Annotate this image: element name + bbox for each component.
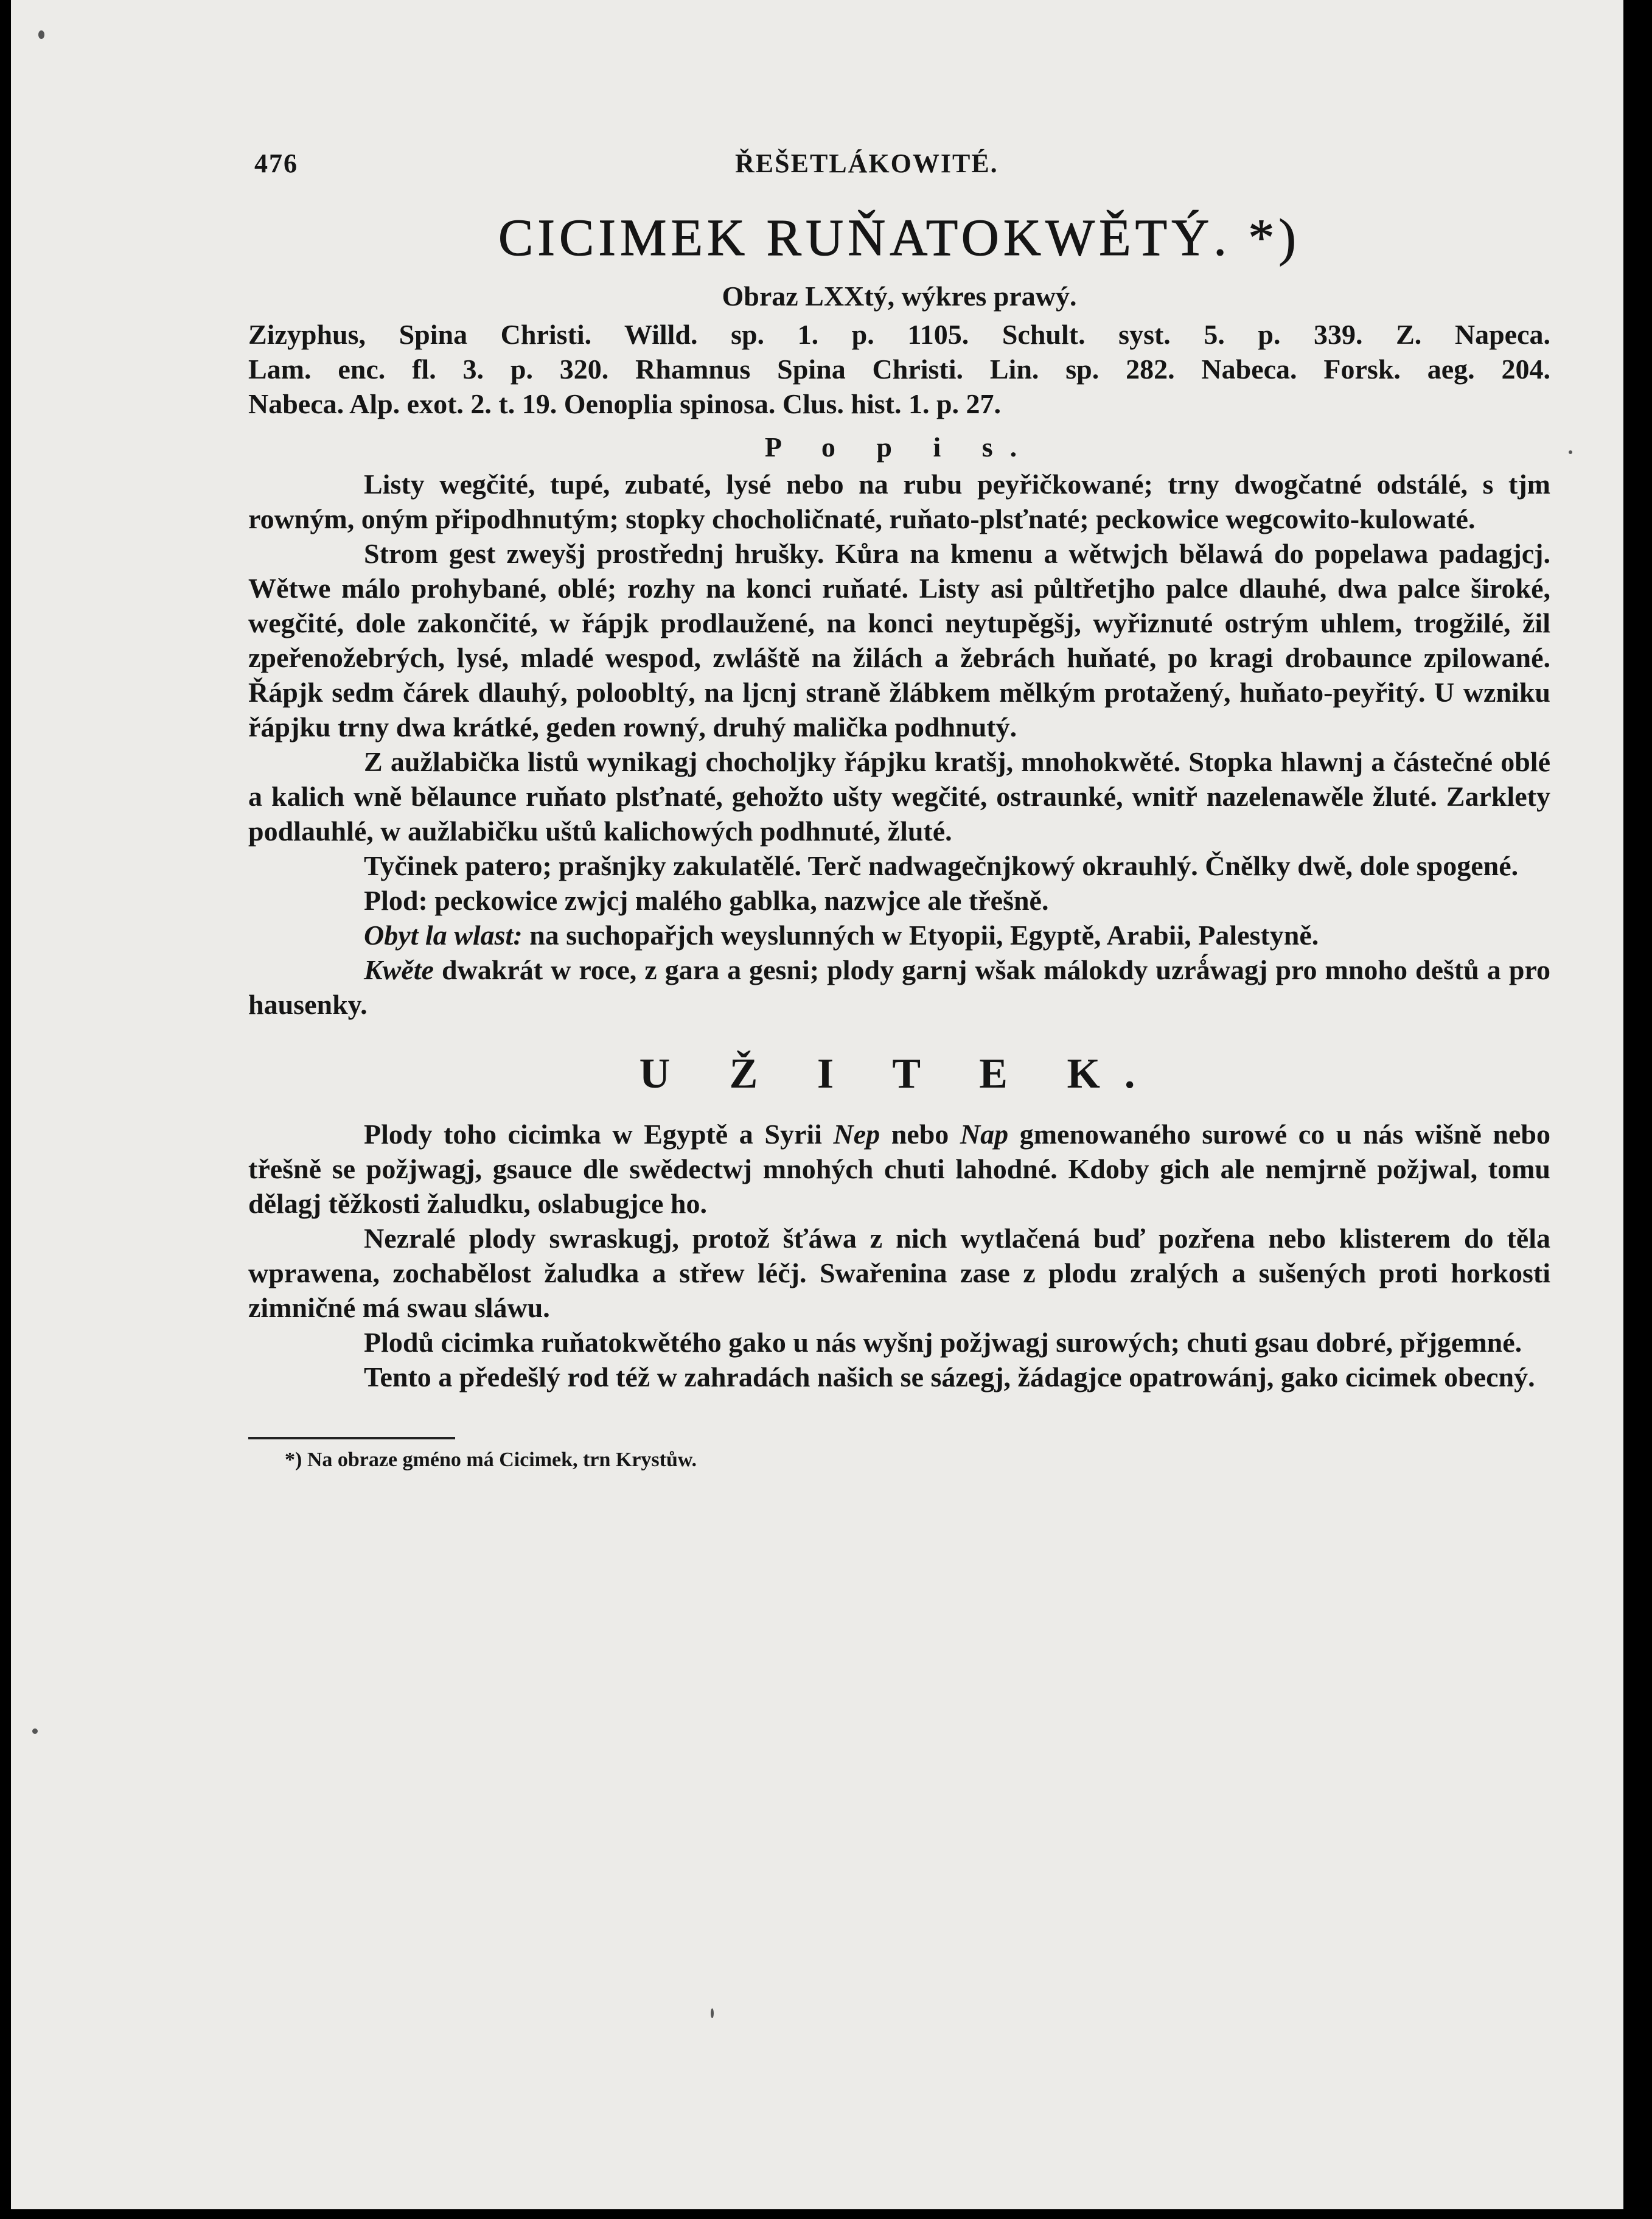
local-name: Nap: [960, 1119, 1009, 1150]
flowering-label: Kwěte: [364, 954, 434, 985]
description-paragraph: Strom gest zweyšj prostřednj hrušky. Kůra na kmenu a wětwjch bělawá do popelawa padagjcj. Wětwe málo prohybané, oblé; rozhy na konci ruňaté. Listy asi půltřetjho palce dlauhé, dwa palce široké, wegčité, dole zakončité, w řápjk prodlaužené, na konci neytupěgšj, wyřiznuté ostrým uhlem, trogžilé, žil zpeřenožebrých, lysé, mladé wespod, zwláště na žilách a žebrách huňaté, po kragi drobaunce zpilowané. Řápjk sedm čárek dlauhý, poloobltý, na ljcnj straně žlábkem mělkým protažený, huňato-peyřitý. U wzniku řápjku trny dwa krátké, geden rowný, druhý malička podhnutý.: [248, 538, 1550, 743]
species-title: CICIMEK RUŇATOKWĚTÝ. *): [498, 208, 1300, 267]
usage-paragraph: Plodů cicimka ruňatokwětého gako u nás wyšnj požjwagj surowých; chuti gsau dobré, přjgemné.: [364, 1327, 1522, 1358]
flowering-text: dwakrát w roce, z gara a gesni; plody garnj wšak málokdy uzrǻwagj pro mnoho deštů a pro hausenky.: [248, 954, 1550, 1020]
usage-text: gmenowaného surowé co u nás wišně nebo třešně se požjwagj, gsauce dle swědectwj mnohých chuti lahodné. Kdoby gich ale nemjrně požjwal, tomu dělagj těžkosti žaludku, oslabugjce ho.: [248, 1119, 1550, 1219]
synonymy-line: Zizyphus, Spina Christi. Willd. sp. 1. p. 1105. Schult. syst. 5. p. 339. Z. Napeca.: [248, 319, 1550, 350]
usage-paragraph: [248, 1117, 1550, 1221]
description-paragraph: Tyčinek patero; prašnjky zakulatělé. Terč nadwagečnjkowý okrauhlý. Čnělky dwě, dole spogené.: [364, 850, 1519, 881]
description-paragraph: Z aužlabička listů wynikagj chocholjky řápjku kratšj, mnohokwěté. Stopka hlawnj a částečné oblé a kalich wně bělaunce ruňato plsťnaté, gehožto ušty wegčité, ostraunké, wnitř nazelenawěle žluté. Zarklety podlauhlé, w aužlabičku uštů kalichowých podhnuté, žluté.: [248, 746, 1550, 847]
habitat-paragraph: [248, 918, 1550, 952]
footnote: *) Na obraze gméno má Cicimek, trn Krystůw.: [285, 1448, 697, 1471]
synonymy-block: [248, 317, 1550, 421]
footnote-rule: [248, 1437, 455, 1439]
running-head: [248, 140, 1550, 183]
usage-paragraph: Nezralé plody swraskugj, protož šťáwa z nich wytlačená buď pozřena nebo klisterem do těla wprawena, zochabělost žaludka a střew léčj. Swařenina zase z plodu zralých a sušených proti horkosti zimničné má swau sláwu.: [248, 1223, 1550, 1323]
book-page: [11, 0, 1623, 2209]
description-paragraph: Listy wegčité, tupé, zubaté, lysé nebo na rubu peyřičkowané; trny dwogčatné odstálé, s tjm rowným, oným připodhnutým; stopky chocholičnaté, ruňato-plsťnaté; peckowice wegcowito-kulowaté.: [248, 469, 1550, 534]
usage-text: nebo: [880, 1119, 960, 1150]
page-number: 476: [254, 149, 298, 178]
usage-paragraph: Tento a předešlý rod též w zahradách našich se sázegj, žádagjce opatrowánj, gako cicimek obecný.: [364, 1361, 1535, 1393]
ink-speck: [32, 1728, 38, 1734]
habitat-label: Obyt la wlast:: [364, 920, 523, 951]
synonymy-line: Lam. enc. fl. 3. p. 320. Rhamnus Spina Christi. Lin. sp. 282. Nabeca. Forsk. aeg. 204.: [248, 354, 1550, 385]
ink-speck: [38, 30, 44, 39]
ink-speck: [711, 2008, 714, 2018]
running-section-title: ŘEŠETLÁKOWITÉ.: [735, 149, 999, 178]
usage-text: Plody toho cicimka w Egyptě a Syrii: [364, 1119, 834, 1150]
description-heading: P o p i s.: [764, 432, 1034, 463]
usage-heading: U Ž I T E K.: [639, 1050, 1160, 1097]
ink-speck: [1569, 450, 1572, 454]
page-content: [248, 140, 1550, 1473]
plate-reference: Obraz LXXtý, wýkres prawý.: [722, 281, 1077, 312]
description-paragraph: Plod: peckowice zwjcj malého gablka, nazwjce ale třešně.: [364, 885, 1049, 916]
habitat-text: na suchopařjch weyslunných w Etyopii, Egyptě, Arabii, Palestyně.: [522, 920, 1319, 951]
local-name: Nep: [833, 1119, 880, 1150]
flowering-paragraph: [248, 952, 1550, 1022]
synonymy-line: Nabeca. Alp. exot. 2. t. 19. Oenoplia spinosa. Clus. hist. 1. p. 27.: [248, 388, 1002, 419]
